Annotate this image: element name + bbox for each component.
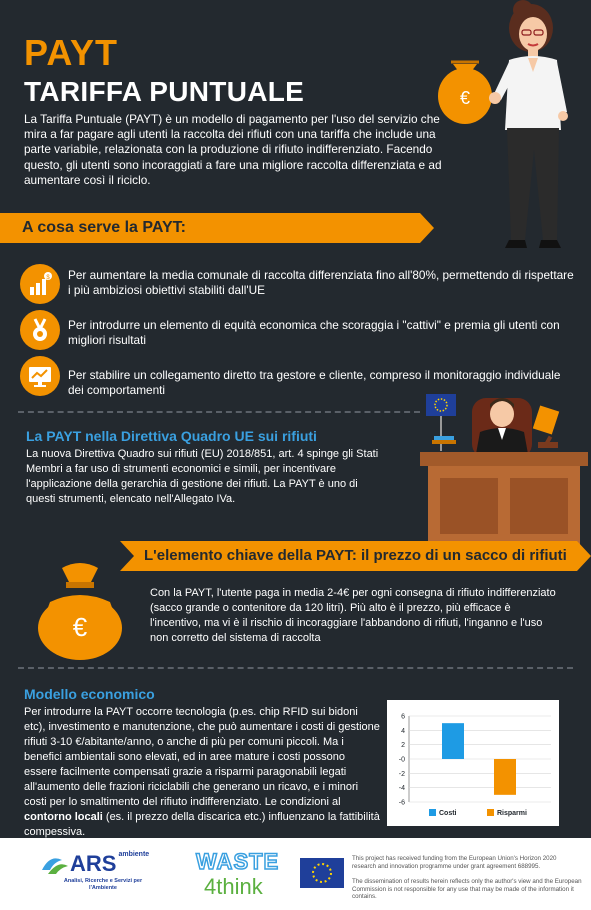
- price-banner: [134, 541, 577, 571]
- waste4think-logo-top: WASTE: [196, 849, 280, 874]
- footer: [0, 838, 591, 910]
- growth-chart-icon: [20, 264, 60, 304]
- divider: [18, 667, 573, 669]
- money-bag-icon: [438, 62, 492, 124]
- y-tick-label: 6: [401, 713, 405, 721]
- eu-flag-icon: [300, 858, 344, 888]
- purpose-item-1: Per aumentare la media comunale di raccolta differenziata fino all'80%, permettendo di rispettare i più ambiziosi obiettivi stabiliti dall'UE: [68, 268, 574, 298]
- ars-logo: ARS $^{ambiente}$: [70, 851, 150, 876]
- price-body: Con la PAYT, l'utente paga in media 2-4€ per ogni consegna di rifiuto indifferenziato (sacco grande o contenitore da 120 litri). Più alto è il prezzo, più efficace è l'incentivo, ma vi è il rischio di incoraggiare l'abbandono di rifiuti, l'inganno e l'uso non corretto del sistema di raccolta: [150, 587, 556, 644]
- eu-flag-icon: [426, 394, 456, 416]
- waste4think-logo-bottom: 4think: [204, 874, 263, 899]
- y-tick-label: -0: [398, 756, 405, 764]
- page-title: PAYT: [24, 32, 119, 73]
- bar-costi: [442, 723, 464, 759]
- bar-risparmi: [494, 759, 516, 795]
- ars-tagline: Analisi, Ricerche e Servizi per l'Ambiente: [63, 878, 143, 891]
- monitor-chart-icon: [20, 356, 60, 396]
- purpose-heading: A cosa serve la PAYT:: [22, 219, 186, 236]
- legend-label: Risparmi: [497, 810, 527, 817]
- svg-text:€: €: [459, 88, 471, 108]
- y-tick-label: 2: [401, 742, 405, 750]
- businesswoman-illustration: [435, 0, 591, 252]
- cost-savings-chart: [387, 700, 559, 826]
- directive-body: La nuova Direttiva Quadro sui rifiuti (EU) 2018/851, art. 4 spinge gli Stati Membri a far uso di strumenti economici e simili, per incentivare l'applicazione della gerarchia di gestione dei rifiuti. La PAYT è uno di questi strumenti, elencato nell'Allegato IVa.: [26, 448, 379, 505]
- views-disclaimer: The dissemination of results herein reflects only the author's view and the European Commission is not responsible for any use that may be made of the information it contains.: [352, 878, 582, 901]
- y-tick-label: 4: [401, 727, 405, 735]
- svg-text:€: €: [72, 612, 88, 642]
- svg-text:$: $: [46, 275, 50, 281]
- y-tick-label: -2: [398, 770, 405, 778]
- model-body: Per introdurre la PAYT occorre tecnologia (p.es. chip RFID sui bidoni etc), investimento e manutenzione, che può aumentare i costi di gestione rifiuti 3-10 €/abitante/anno, o anche di più per comuni piccoli. Ma i benefici ambientali sono elevati, ed in aree mature i costi possono essere facilmente compensati grazie a risparmi paragonabili legati all'aumento delle frazioni riciclabili che generano un ricavo, e i minori costi per lo smaltimento del rifiuto indifferenziato. Le condizioni al contorno locali (es. il prezzo della discarica etc.) influenzano la fattibilità compessiva.: [24, 706, 380, 838]
- model-heading: Modello economico: [24, 686, 155, 702]
- y-tick-label: -6: [398, 799, 405, 807]
- purpose-item-2: Per introdurre un elemento di equità economica che scoraggia i "cattivi" e premia gli utenti con migliori risultati: [68, 318, 560, 348]
- legend-label: Costi: [439, 810, 457, 817]
- legend-swatch: [487, 809, 494, 816]
- local-conditions-text: contorno locali: [24, 811, 103, 823]
- y-tick-label: -4: [398, 785, 405, 793]
- money-bag-icon: [30, 558, 132, 662]
- page-subtitle: TARIFFA PUNTUALE: [24, 76, 305, 107]
- ars-logo-icon: [40, 852, 70, 876]
- directive-heading: La PAYT nella Direttiva Quadro UE sui rifiuti: [26, 428, 317, 444]
- judge-desk-illustration: [418, 388, 591, 548]
- divider: [18, 411, 420, 413]
- chart-background: [387, 700, 559, 826]
- funding-disclaimer: This project has received funding from the European Union's Horizon 2020 research and innovation programme under grant agreement 688995.: [352, 855, 557, 870]
- legend-swatch: [429, 809, 436, 816]
- intro-paragraph: La Tariffa Puntuale (PAYT) è un modello di pagamento per l'uso del servizio che mira a far pagare agli utenti la raccolta dei rifiuti con una tariffa che include una parte variabile, relazionata con la produzione di rifiuto indifferenziato. Facendo questo, gli utenti sono incoraggiati a fare una migliore raccolta differenziata e ad aumentare così il riciclo.: [24, 112, 442, 187]
- medal-icon: [20, 310, 60, 350]
- purpose-banner: [0, 213, 420, 243]
- purpose-item-3: Per stabilire un collegamento diretto tra gestore e cliente, compreso il monitoraggio individuale dei comportamenti: [68, 368, 561, 398]
- price-heading: L'elemento chiave della PAYT: il prezzo di un sacco di rifiuti: [144, 547, 567, 564]
